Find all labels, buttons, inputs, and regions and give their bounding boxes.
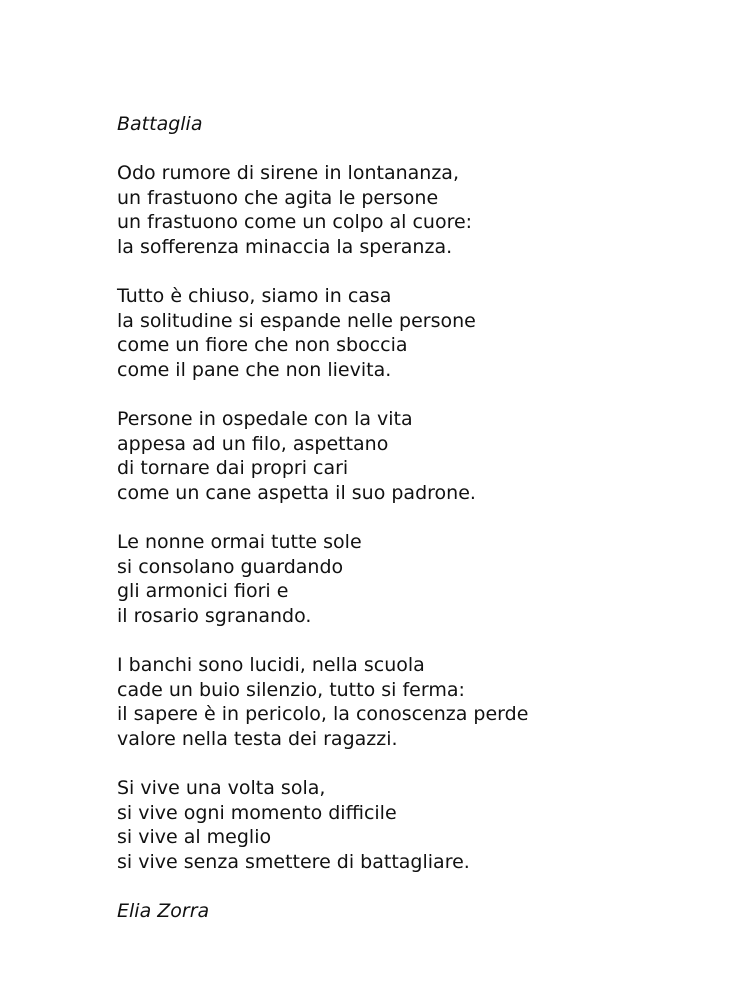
poem-line: si vive senza smettere di battagliare. bbox=[117, 850, 470, 873]
poem-line: Odo rumore di sirene in lontananza, bbox=[117, 162, 459, 185]
poem-line: la sofferenza minaccia la speranza. bbox=[117, 235, 453, 258]
poem-line: I banchi sono lucidi, nella scuola bbox=[117, 654, 425, 677]
poem-line: un frastuono come un colpo al cuore: bbox=[117, 211, 473, 234]
poem-line: cade un buio silenzio, tutto si ferma: bbox=[117, 678, 465, 701]
poem-line: Le nonne ormai tutte sole bbox=[117, 531, 362, 554]
poem-line: si vive ogni momento difficile bbox=[117, 801, 397, 824]
poem-page bbox=[117, 112, 727, 924]
poem-author: Elia Zorra bbox=[117, 900, 210, 922]
poem-line: come un cane aspetta il suo padrone. bbox=[117, 481, 476, 504]
poem-line: come un fiore che non sboccia bbox=[117, 334, 408, 357]
stanza-4 bbox=[117, 530, 727, 628]
poem-line: la solitudine si espande nelle persone bbox=[117, 309, 476, 332]
poem-line: come il pane che non lievita. bbox=[117, 358, 392, 381]
poem-line: appesa ad un filo, aspettano bbox=[117, 432, 389, 455]
poem-line: si consolano guardando bbox=[117, 555, 344, 578]
poem-line: valore nella testa dei ragazzi. bbox=[117, 727, 398, 750]
poem-line: gli armonici fiori e bbox=[117, 580, 289, 603]
stanza-3 bbox=[117, 407, 727, 505]
poem-line: un frastuono che agita le persone bbox=[117, 186, 439, 209]
stanza-6 bbox=[117, 776, 727, 874]
stanza-1 bbox=[117, 161, 727, 259]
poem-line: di tornare dai propri cari bbox=[117, 457, 349, 480]
poem-line: il rosario sgranando. bbox=[117, 604, 312, 627]
poem-line: si vive al meglio bbox=[117, 826, 272, 849]
poem-line: Si vive una volta sola, bbox=[117, 777, 326, 800]
stanza-5 bbox=[117, 653, 727, 751]
poem-line: il sapere è in pericolo, la conoscenza perde bbox=[117, 703, 529, 726]
poem-line: Persone in ospedale con la vita bbox=[117, 408, 413, 431]
poem-title: Battaglia bbox=[117, 113, 203, 135]
stanza-2 bbox=[117, 284, 727, 382]
poem-line: Tutto è chiuso, siamo in casa bbox=[117, 285, 392, 308]
